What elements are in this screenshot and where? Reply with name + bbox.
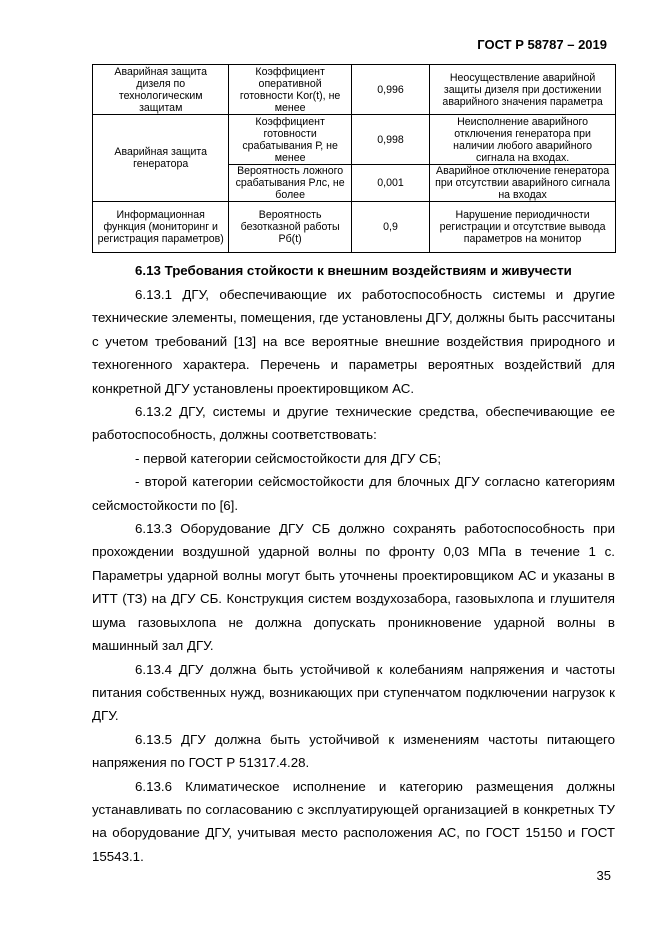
- table-cell-function: Аварийная защита дизеля по технологическим защитам: [93, 65, 229, 115]
- paragraph: 6.13.1 ДГУ, обеспечивающие их работоспособность системы и другие технические элементы, помещения, где установлены ДГУ, должны быть рассчитаны с учетом требований [13] на все вероятные внешние воздействия природного и техногенного характера. Перечень и параметры вероятных воздействий для конкретной ДГУ установлены проектировщиком АС.: [92, 287, 615, 396]
- paragraph: 6.13.2 ДГУ, системы и другие технические средства, обеспечивающие ее работоспособность, должны соответствовать:: [92, 404, 615, 443]
- table-cell-parameter: Коэффициент оперативной готовности Kor(t), не менее: [229, 65, 351, 115]
- document-header: ГОСТ Р 58787 – 2019: [477, 37, 607, 52]
- table-cell-failure: Аварийное отключение генератора при отсутствии аварийного сигнала на входах: [430, 165, 616, 202]
- table-cell-value: 0,996: [351, 65, 429, 115]
- list-item: - первой категории сейсмостойкости для ДГУ СБ;: [135, 450, 442, 466]
- body-text: [92, 283, 615, 868]
- table-cell-failure: Неосуществление аварийной защиты дизеля при достижении аварийного значения параметра: [430, 65, 616, 115]
- paragraph: 6.13.3 Оборудование ДГУ СБ должно сохранять работоспособность при прохождении воздушной ударной волны по фронту 0,03 МПа в течение 1 с. Параметры ударной волны могут быть уточнены проектировщиком АС и указаны в ИТТ (ТЗ) на ДГУ СБ. Конструкция систем воздухозабора, газовыхлопа и глушителя шума газовыхлопа не должна допускать проникновение ударной волны в машинный зал ДГУ.: [92, 521, 615, 654]
- table-row: [93, 202, 616, 253]
- table-cell-parameter: Коэффициент готовности срабатывания Р, не менее: [229, 115, 351, 165]
- table-cell-function: Информационная функция (мониторинг и регистрация параметров): [93, 202, 229, 253]
- paragraph: 6.13.5 ДГУ должна быть устойчивой к изменениям частоты питающего напряжения по ГОСТ Р 51317.4.28.: [92, 731, 615, 771]
- list-item: - второй категории сейсмостойкости для блочных ДГУ согласно категориям сейсмостойкости по [6].: [92, 474, 615, 513]
- table-cell-value: 0,9: [351, 202, 429, 253]
- page-number: 35: [596, 868, 611, 883]
- table-row: [93, 65, 616, 115]
- table-cell-parameter: Вероятность безотказной работы Рб(t): [229, 202, 351, 253]
- table-cell-function: Аварийная защита генератора: [93, 115, 229, 202]
- section-title: 6.13 Требования стойкости к внешним воздействиям и живучести: [135, 263, 572, 278]
- table-cell-value: 0,001: [351, 165, 429, 202]
- requirements-table: [92, 64, 616, 253]
- table-cell-value: 0,998: [351, 115, 429, 165]
- table-cell-failure: Неисполнение аварийного отключения генератора при наличии любого аварийного сигнала на входах.: [430, 115, 616, 165]
- paragraph: 6.13.6 Климатическое исполнение и категорию размещения должны устанавливать по согласованию с эксплуатирующей организацией в конкретных ТУ на оборудование ДГУ, учитывая место расположения АС, по ГОСТ 15150 и ГОСТ 15543.1.: [92, 778, 615, 864]
- table-row: [93, 115, 616, 165]
- table-cell-parameter: Вероятность ложного срабатывания Рлс, не более: [229, 165, 351, 202]
- paragraph: 6.13.4 ДГУ должна быть устойчивой к колебаниям напряжения и частоты питания собственных нужд, возникающих при ступенчатом подключении нагрузок к ДГУ.: [92, 661, 615, 724]
- table-cell-failure: Нарушение периодичности регистрации и отсутствие вывода параметров на монитор: [430, 202, 616, 253]
